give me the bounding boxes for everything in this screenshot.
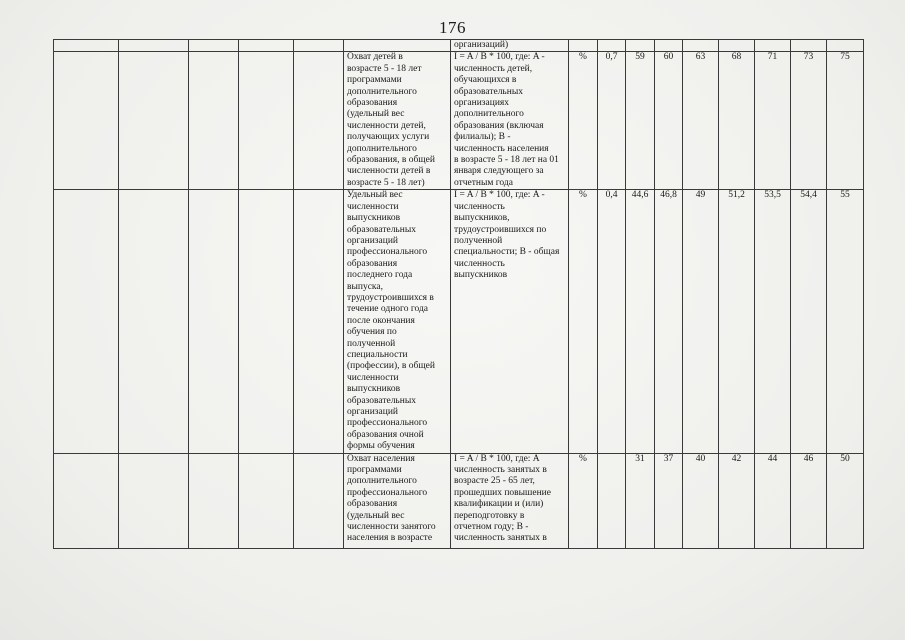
value-cell xyxy=(598,453,626,548)
table-cell xyxy=(239,453,294,548)
table-cell xyxy=(294,40,344,52)
value-cell: 44 xyxy=(755,453,791,548)
value-cell: 55 xyxy=(827,190,864,453)
value-cell: 73 xyxy=(791,52,827,190)
table-cell xyxy=(683,40,719,52)
value-cell: 54,4 xyxy=(791,190,827,453)
table-cell xyxy=(189,52,239,190)
table-cell xyxy=(294,453,344,548)
table-row xyxy=(54,453,864,548)
formula-cell: I = A / B * 100, где: A - численность выпускников, трудоустроившихся по полученной специальности; B - общая численность выпускников xyxy=(451,190,569,453)
value-cell: 51,2 xyxy=(719,190,755,453)
table-row-continuation xyxy=(54,40,864,52)
table-row xyxy=(54,52,864,190)
value-cell: 44,6 xyxy=(626,190,655,453)
table-cell xyxy=(239,52,294,190)
value-cell: 68 xyxy=(719,52,755,190)
table-cell xyxy=(626,40,655,52)
table-cell xyxy=(655,40,683,52)
formula-cell: I = A / B * 100, где: A - численность детей, обучающихся в образовательных организациях дополнительного образования (включая филиалы); B - численность населения в возрасте 5 - 18 лет на 01 января следующего за отчетным года xyxy=(451,52,569,190)
table-cell xyxy=(344,40,451,52)
table-cell xyxy=(755,40,791,52)
page-number: 176 xyxy=(439,18,466,37)
value-cell: 59 xyxy=(626,52,655,190)
table-cell xyxy=(719,40,755,52)
table-cell xyxy=(239,190,294,453)
value-cell: 75 xyxy=(827,52,864,190)
value-cell: 50 xyxy=(827,453,864,548)
table-cell xyxy=(569,40,598,52)
table-cell xyxy=(598,40,626,52)
value-cell: 40 xyxy=(683,453,719,548)
value-cell: 46,8 xyxy=(655,190,683,453)
table-cell xyxy=(119,52,189,190)
value-cell: 31 xyxy=(626,453,655,548)
table-cell xyxy=(54,52,119,190)
value-cell: 63 xyxy=(683,52,719,190)
value-cell: 71 xyxy=(755,52,791,190)
table-cell xyxy=(119,40,189,52)
value-cell: 0,7 xyxy=(598,52,626,190)
table-cell xyxy=(189,40,239,52)
indicator-cell: Охват населения программами дополнительного профессионального образования (удельный вес численности занятого населения в возрасте xyxy=(344,453,451,548)
formula-cell: I = A / B * 100, где: A численность занятых в возрасте 25 - 65 лет, прошедших повышение квалификации и (или) переподготовку в отчетном году; B - численность занятых в xyxy=(451,453,569,548)
value-cell: 60 xyxy=(655,52,683,190)
value-cell: 49 xyxy=(683,190,719,453)
table-cell xyxy=(189,190,239,453)
value-cell: 46 xyxy=(791,453,827,548)
unit-cell: % xyxy=(569,453,598,548)
table-cell xyxy=(791,40,827,52)
table-cell xyxy=(827,40,864,52)
value-cell: 37 xyxy=(655,453,683,548)
table-cell xyxy=(119,453,189,548)
table-row xyxy=(54,190,864,453)
table-cell xyxy=(54,190,119,453)
table-cell xyxy=(54,40,119,52)
indicator-cell: Удельный вес численности выпускников образовательных организаций профессионального образования последнего года выпуска, трудоустроившихся в течение одного года после окончания обучения по полученной специальности (профессии), в общей численности выпускников образовательных организаций профессионального образования очной формы обучения xyxy=(344,190,451,453)
table-cell xyxy=(54,453,119,548)
formula-cell: организаций) xyxy=(451,40,569,52)
table-cell xyxy=(294,52,344,190)
value-cell: 53,5 xyxy=(755,190,791,453)
unit-cell: % xyxy=(569,52,598,190)
table-cell xyxy=(119,190,189,453)
value-cell: 0,4 xyxy=(598,190,626,453)
table-cell xyxy=(189,453,239,548)
indicator-cell: Охват детей в возрасте 5 - 18 лет программами дополнительного образования (удельный вес численности детей, получающих услуги дополнительного образования, в общей численности детей в возрасте 5 - 18 лет) xyxy=(344,52,451,190)
unit-cell: % xyxy=(569,190,598,453)
table-cell xyxy=(239,40,294,52)
value-cell: 42 xyxy=(719,453,755,548)
indicators-table xyxy=(53,39,864,549)
table-cell xyxy=(294,190,344,453)
